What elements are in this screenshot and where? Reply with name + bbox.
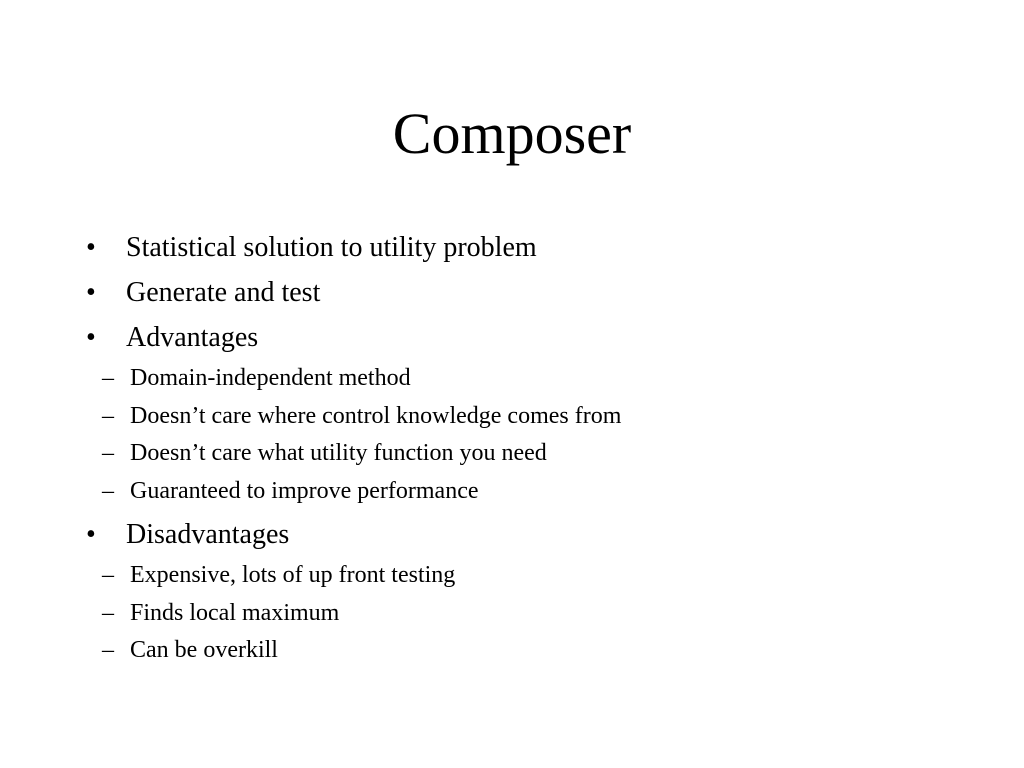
bullet-item [86, 270, 986, 315]
sub-item-text: Domain-independent method [130, 365, 411, 391]
sub-item-text: Expensive, lots of up front testing [130, 562, 456, 588]
sub-item-text: Doesn’t care where control knowledge comes from [130, 402, 622, 429]
slide-title: Composer [392, 101, 632, 166]
sub-marker: – [102, 637, 114, 663]
sub-item [102, 360, 1002, 398]
sub-item-text: Doesn’t care what utility function you need [130, 440, 547, 466]
sub-item [102, 632, 1002, 670]
sub-item [102, 557, 1002, 595]
sub-item-text: Guaranteed to improve performance [130, 477, 479, 504]
sub-marker: – [102, 440, 114, 466]
sub-marker: – [102, 599, 114, 626]
bullet-marker: • [86, 232, 96, 263]
sub-list-disadvantages [102, 557, 1002, 670]
sub-marker: – [102, 402, 114, 429]
sub-marker: – [102, 365, 114, 391]
sub-marker: – [102, 477, 114, 504]
sub-item-text: Can be overkill [130, 637, 278, 663]
bullet-text: Statistical solution to utility problem [126, 232, 537, 263]
bullet-item [86, 225, 986, 270]
sub-list-container [86, 557, 986, 670]
sub-marker: – [102, 562, 114, 588]
bullet-text: Generate and test [126, 277, 321, 308]
sub-item [102, 398, 1002, 436]
sub-item [102, 435, 1002, 473]
bullet-marker: • [86, 322, 96, 353]
bullet-item [86, 315, 986, 360]
bullet-marker: • [86, 277, 96, 308]
sub-list-advantages [102, 360, 1002, 510]
bullet-marker: • [86, 519, 96, 550]
sub-item [102, 473, 1002, 511]
sub-item [102, 595, 1002, 633]
bullet-list [86, 225, 986, 672]
bullet-text: Disadvantages [126, 519, 290, 550]
sub-list-container [86, 360, 986, 510]
bullet-item [86, 512, 986, 557]
sub-item-text: Finds local maximum [130, 599, 340, 626]
bullet-text: Advantages [126, 322, 259, 353]
